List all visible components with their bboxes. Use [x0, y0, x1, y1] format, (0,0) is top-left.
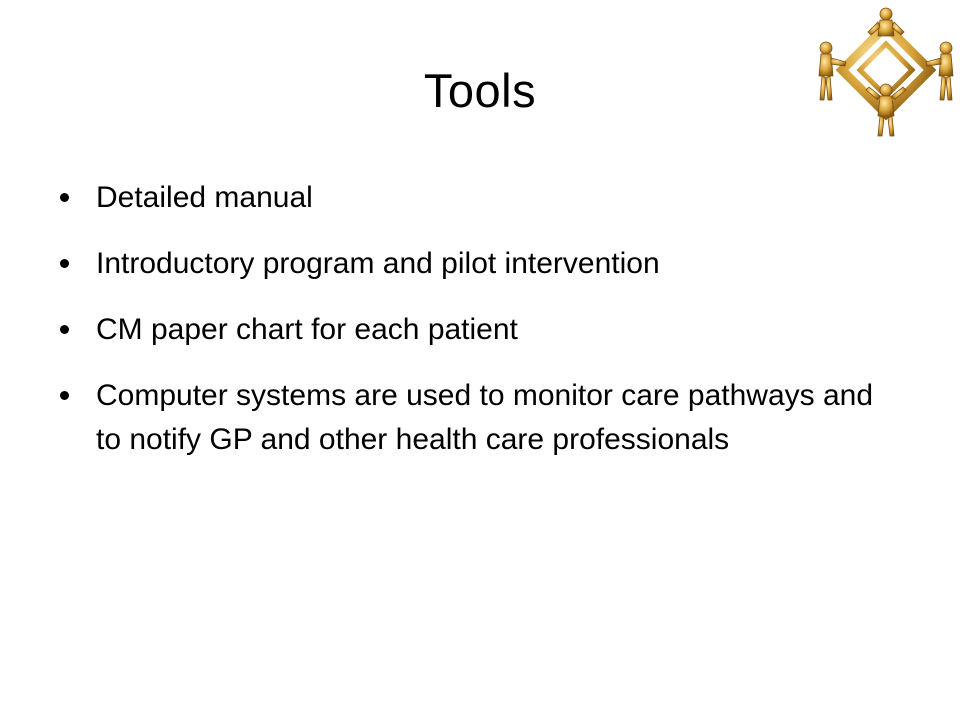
slide-title: Tools	[423, 64, 537, 117]
bullet-text: Computer systems are used to monitor care pathways and to notify GP and other health care professionals	[96, 379, 874, 456]
bullet-item	[60, 242, 900, 286]
bullet-dot-icon	[60, 259, 69, 268]
bullet-item	[60, 308, 900, 352]
teamwork-figures-icon	[812, 4, 960, 138]
bullet-text: Introductory program and pilot intervention	[96, 247, 660, 280]
bullet-text: CM paper chart for each patient	[96, 313, 518, 346]
bullet-text: Detailed manual	[96, 181, 313, 214]
bullet-dot-icon	[60, 193, 69, 202]
bullet-dot-icon	[60, 325, 69, 334]
bullet-item	[60, 176, 900, 220]
bullet-dot-icon	[60, 391, 69, 400]
bullet-item	[60, 374, 900, 462]
bullet-list	[60, 176, 900, 484]
